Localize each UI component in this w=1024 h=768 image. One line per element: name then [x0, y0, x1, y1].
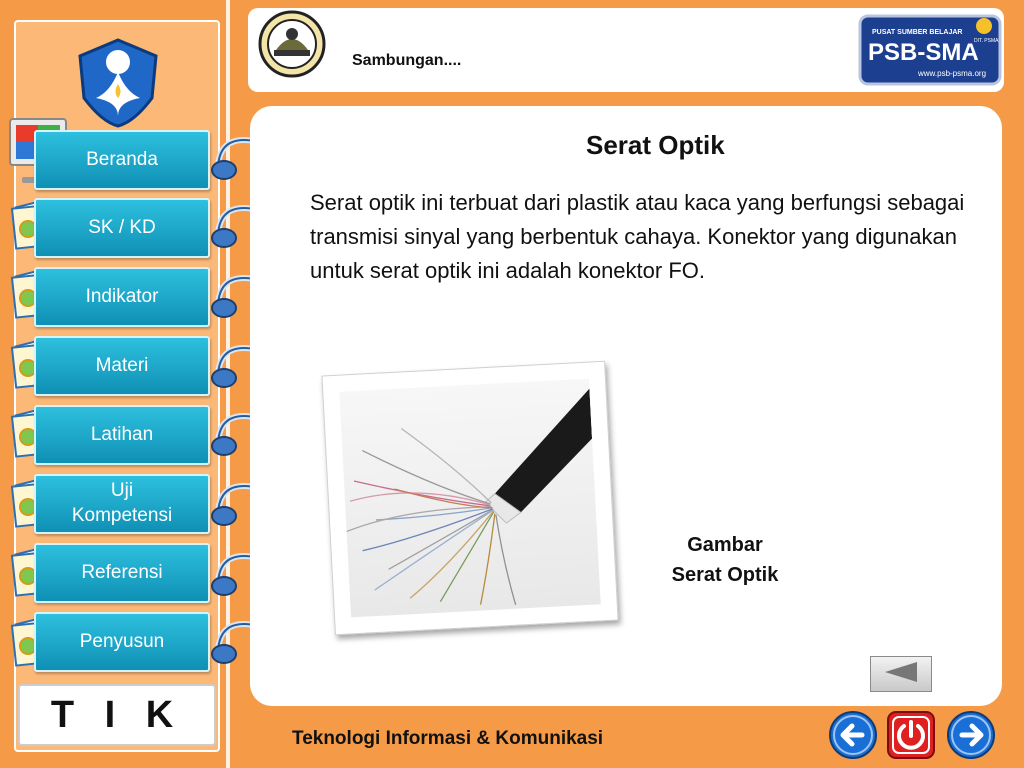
svg-text:PUSAT SUMBER BELAJAR: PUSAT SUMBER BELAJAR: [872, 29, 963, 36]
arrow-left-icon: [828, 710, 878, 764]
footer-text: Teknologi Informasi & Komunikasi: [292, 728, 604, 749]
nav-beranda-button[interactable]: [34, 130, 210, 190]
exit-button[interactable]: [886, 712, 936, 762]
nav-materi-label: Materi: [95, 354, 149, 376]
fiber-optic-cable-image: [339, 379, 600, 618]
tik-label: T I K: [18, 684, 216, 746]
nav-latihan-button[interactable]: [34, 405, 210, 465]
previous-button[interactable]: [828, 712, 878, 762]
tut-wuri-handayani-logo: [72, 36, 164, 128]
content-body-text: Serat optik ini terbuat dari plastik atau kaca yang berfungsi sebagai transmisi sinyal yang berbentuk cahaya. Konektor yang digunakan untuk serat optik ini adalah konektor FO.: [310, 190, 965, 283]
page-title: Sambungan....: [352, 52, 462, 69]
nav-uji-kompetensi-button[interactable]: [34, 474, 210, 534]
nav-indikator-button[interactable]: [34, 267, 210, 327]
caption-line-1: Gambar: [687, 534, 763, 556]
image-caption: [660, 530, 790, 590]
nav-indikator-label: Indikator: [85, 285, 159, 307]
arrow-right-icon: [946, 710, 996, 764]
caption-line-2: Serat Optik: [671, 564, 779, 586]
nav-latihan-label: Latihan: [90, 423, 154, 445]
nav-beranda-label: Beranda: [86, 148, 158, 170]
content-title: Serat Optik: [586, 130, 725, 160]
nav-referensi-label: Referensi: [81, 561, 163, 583]
svg-text:www.psb-psma.org: www.psb-psma.org: [918, 69, 987, 78]
svg-text:DIT. PSMA: DIT. PSMA: [974, 38, 999, 44]
next-button[interactable]: [946, 712, 996, 762]
school-seal-logo: [252, 10, 332, 78]
svg-text:PSB-SMA: PSB-SMA: [868, 39, 979, 66]
nav-penyusun-label: Penyusun: [79, 630, 165, 652]
nav-materi-button[interactable]: [34, 336, 210, 396]
triangle-left-icon: [881, 660, 921, 688]
nav-penyusun-button[interactable]: [34, 612, 210, 672]
psb-sma-logo: [858, 12, 1004, 88]
fiber-optic-photo-frame: [321, 361, 618, 636]
nav-uji-kompetensi-label: Uji Kompetensi: [71, 480, 173, 526]
power-icon: [886, 710, 936, 764]
nav-sk-kd-label: SK / KD: [88, 216, 156, 238]
back-button[interactable]: [870, 656, 932, 692]
nav-referensi-button[interactable]: [34, 543, 210, 603]
nav-sk-kd-button[interactable]: [34, 198, 210, 258]
